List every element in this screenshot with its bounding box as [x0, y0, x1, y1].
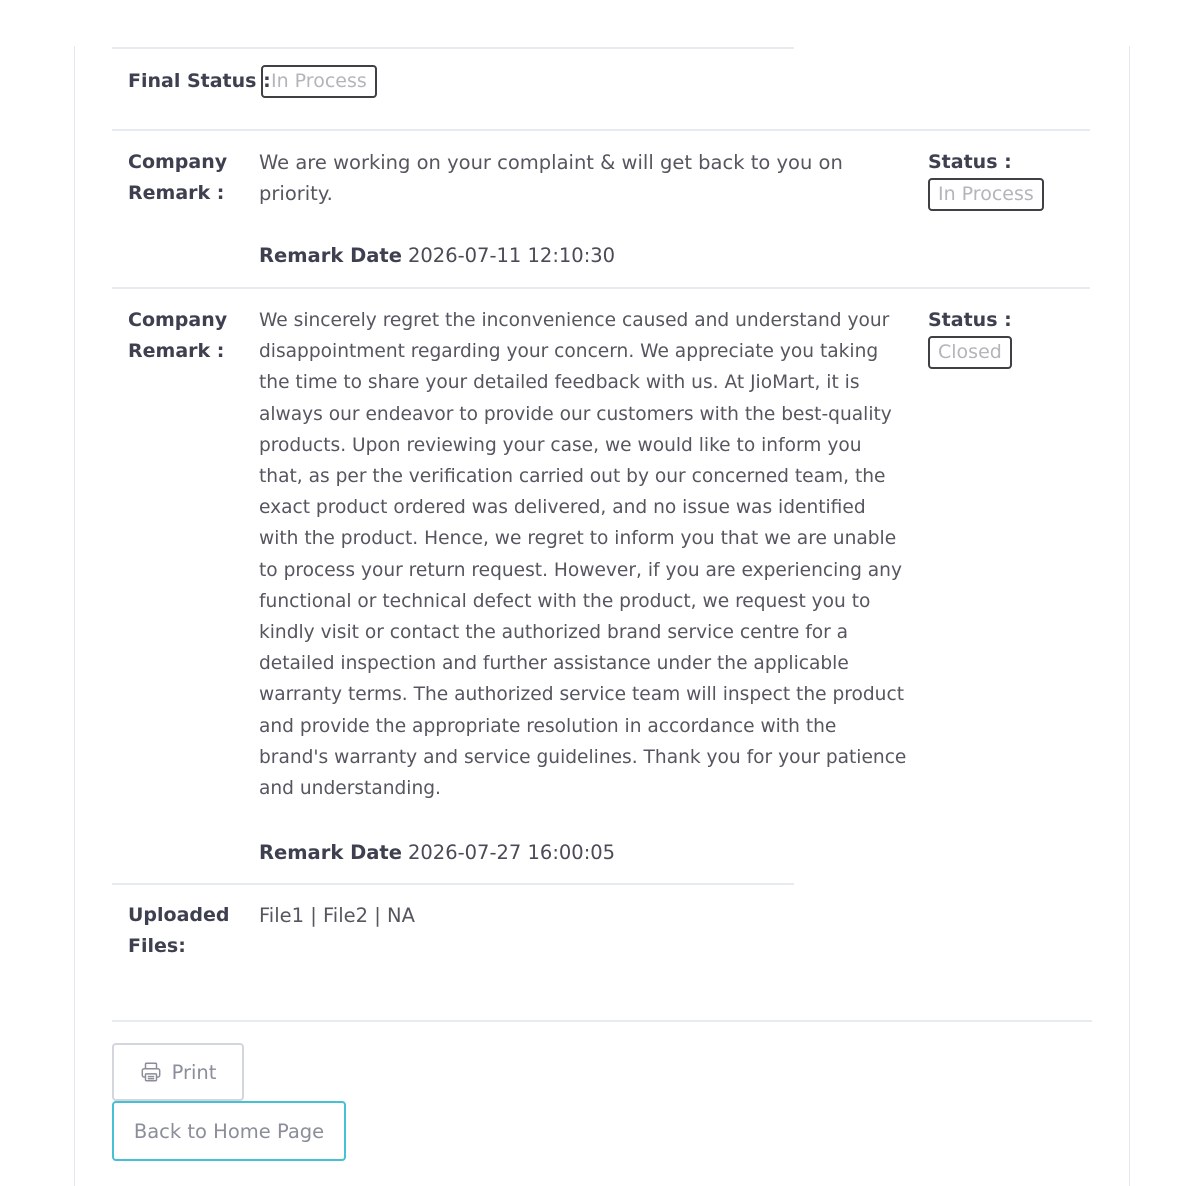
remark-date-value-1: 2026-07-11 12:10:30 — [407, 244, 616, 267]
divider-3 — [112, 883, 794, 885]
remark-label-2-line2: Remark : — [128, 340, 225, 362]
back-to-home-label: Back to Home Page — [133, 1119, 325, 1143]
remark-date-label-1: Remark Date — [259, 244, 402, 267]
remark-label-2-line1: Company — [128, 309, 228, 331]
back-to-home-button[interactable] — [112, 1101, 346, 1161]
remark-date-1 — [259, 240, 615, 271]
status-badge-1: In Process — [928, 178, 1044, 211]
print-button-label: Print — [171, 1060, 217, 1084]
status-badge-2: Closed — [928, 336, 1012, 369]
remark-date-2 — [259, 837, 615, 868]
divider-top — [112, 47, 794, 49]
remark-label-1-line2: Remark : — [128, 182, 225, 204]
divider-4 — [112, 1020, 1092, 1022]
final-status-badge: In Process — [261, 65, 377, 98]
final-status-label: Final Status : — [128, 70, 271, 92]
status-label-1: Status : — [928, 151, 1012, 173]
uploaded-files-label-line1: Uploaded — [128, 904, 230, 926]
status-label-2: Status : — [928, 309, 1012, 331]
remark-text-2: We sincerely regret the inconvenience caused and understand your disappointment regarding your concern. We appreciate you taking the time to share your detailed feedback with us. At JioMart, it is always our endeavor to provide our customers with the best-quality products. Upon reviewing your case, we would like to inform you that, as per the verification carried out by our concerned team, the exact product ordered was delivered, and no issue was identified with the product. Hence, we regret to inform you that we are unable to process your return request. However, if you are experiencing any functional or technical defect with the product, we request you to kindly visit or contact the authorized brand service centre for a detailed inspection and further assistance under the applicable warranty terms. The authorized service team will inspect the product and provide the appropriate resolution in accordance with the brand's warranty and service guidelines. Thank you for your patience and understanding. — [259, 310, 907, 800]
remark-text-1: We are working on your complaint & will get back to you on priority. — [259, 151, 843, 206]
remark-date-value-2: 2026-07-27 16:00:05 — [407, 841, 616, 864]
uploaded-files-label-line2: Files: — [128, 935, 186, 957]
remark-label-1-line1: Company — [128, 151, 228, 173]
print-button[interactable] — [112, 1043, 244, 1101]
divider-1 — [112, 129, 1090, 131]
uploaded-files-value[interactable]: File1 | File2 | NA — [259, 904, 415, 927]
remark-date-label-2: Remark Date — [259, 841, 402, 864]
printer-icon — [140, 1061, 162, 1083]
divider-2 — [112, 287, 1090, 289]
